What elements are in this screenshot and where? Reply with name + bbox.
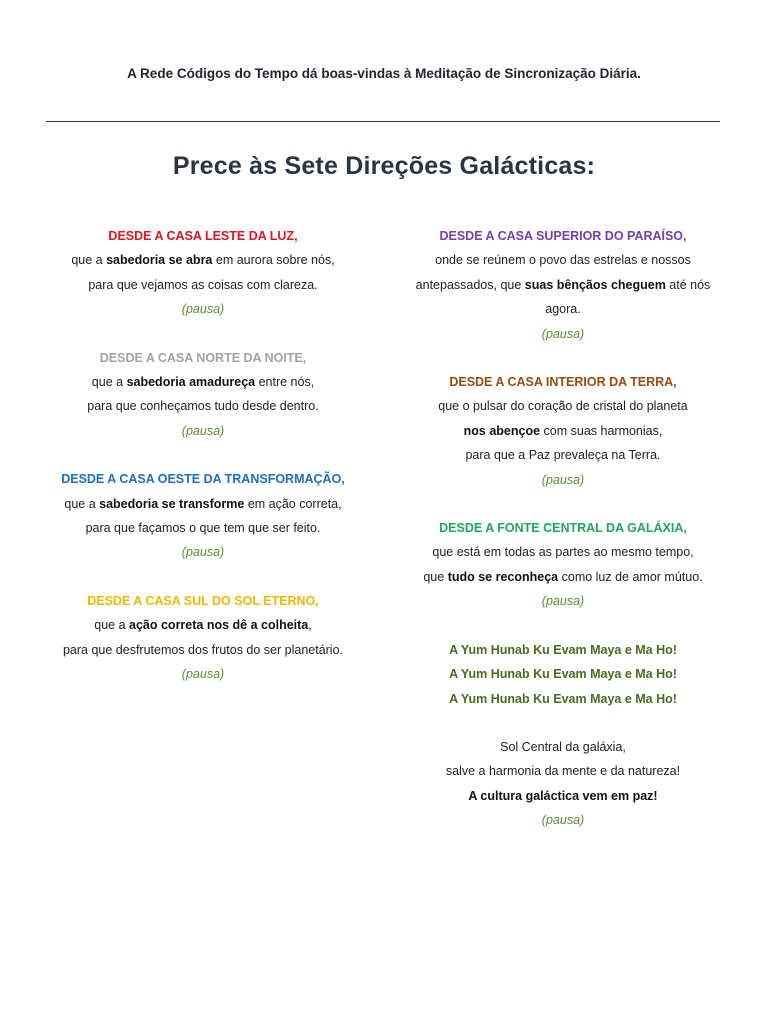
closing-line-3 — [383, 784, 743, 808]
text: que a — [91, 375, 127, 390]
emphasis: sabedoria amadureça — [126, 375, 256, 390]
mantra-line: A Yum Hunab Ku Evam Maya e Ma Ho! — [449, 691, 677, 706]
pause-label: (pausa) — [181, 423, 225, 438]
heading-center: DESDE A FONTE CENTRAL DA GALÁXIA, — [439, 521, 687, 536]
text: que — [423, 569, 448, 584]
text: com suas harmonias, — [540, 423, 663, 438]
prayer-above-line-3: agora. — [545, 302, 581, 317]
prayer-below-line-3: para que a Paz prevaleça na Terra. — [465, 448, 661, 463]
prayer-above — [383, 224, 743, 346]
prayer-below-line-2 — [383, 419, 743, 443]
heading-west: DESDE A CASA OESTE DA TRANSFORMAÇÃO, — [61, 472, 345, 487]
prayer-north-line-1 — [23, 370, 383, 394]
prayer-west — [23, 467, 383, 565]
heading-east: DESDE A CASA LESTE DA LUZ, — [108, 229, 298, 243]
emphasis: A cultura galáctica vem em paz! — [468, 788, 658, 803]
text: que a — [71, 253, 107, 268]
prayer-center — [383, 516, 743, 614]
pause-label: (pausa) — [181, 667, 225, 682]
divider — [46, 121, 720, 122]
emphasis: suas bênçãos cheguem — [524, 277, 666, 292]
text: como luz de amor mútuo. — [558, 569, 703, 584]
pause-label: (pausa) — [541, 326, 585, 341]
prayer-below-line-1: que o pulsar do coração de cristal do planeta — [438, 399, 688, 414]
text: em ação correta, — [244, 496, 342, 511]
mantra-block — [383, 638, 743, 711]
prayer-north-line-2: para que conheçamos tudo desde dentro. — [87, 399, 319, 414]
prayer-north — [23, 346, 383, 444]
emphasis: sabedoria se transforme — [99, 496, 245, 511]
text: em aurora sobre nós, — [212, 253, 335, 268]
emphasis: ação correta nos dê a colheita — [129, 618, 309, 633]
pause-label: (pausa) — [181, 545, 225, 560]
prayer-center-line-2 — [383, 565, 743, 589]
prayer-west-line-1 — [23, 492, 383, 516]
emphasis: sabedoria se abra — [106, 253, 213, 268]
text: que a — [94, 618, 130, 633]
pause-label: (pausa) — [541, 594, 585, 609]
intro-text: A Rede Códigos do Tempo dá boas-vindas à Meditação de Sincronização Diária. — [127, 66, 641, 81]
mantra-line: A Yum Hunab Ku Evam Maya e Ma Ho! — [449, 642, 677, 657]
emphasis: tudo se reconheça — [447, 569, 559, 584]
emphasis: nos abençoe — [463, 423, 541, 438]
page-title: Prece às Sete Direções Galácticas: — [172, 152, 596, 180]
prayer-below — [383, 370, 743, 492]
prayer-east-line-2: para que vejamos as coisas com clareza. — [88, 277, 318, 292]
prayer-south-line-2: para que desfrutemos dos frutos do ser planetário. — [62, 642, 344, 657]
prayer-south — [23, 589, 383, 687]
left-column — [23, 224, 383, 687]
prayer-south-line-1 — [23, 613, 383, 637]
text: , — [308, 618, 312, 633]
pause-label: (pausa) — [181, 302, 225, 317]
right-column — [383, 224, 743, 833]
prayer-center-line-1: que está em todas as partes ao mesmo tempo, — [432, 545, 694, 560]
text: até nós — [665, 277, 711, 292]
pause-label: (pausa) — [541, 813, 585, 828]
closing-block — [383, 735, 743, 833]
heading-above: DESDE A CASA SUPERIOR DO PARAÍSO, — [439, 229, 687, 243]
closing-line-1: Sol Central da galáxia, — [500, 739, 626, 754]
pause-label: (pausa) — [541, 472, 585, 487]
prayer-east — [23, 224, 383, 322]
prayer-east-line-1 — [23, 248, 383, 272]
prayer-west-line-2: para que façamos o que tem que ser feito. — [85, 521, 321, 536]
heading-below: DESDE A CASA INTERIOR DA TERRA, — [449, 375, 677, 390]
heading-north: DESDE A CASA NORTE DA NOITE, — [99, 350, 307, 365]
closing-line-2: salve a harmonia da mente e da natureza! — [445, 764, 681, 779]
heading-south: DESDE A CASA SUL DO SOL ETERNO, — [87, 593, 319, 608]
mantra-line: A Yum Hunab Ku Evam Maya e Ma Ho! — [449, 667, 677, 682]
text: que a — [64, 496, 100, 511]
text: entre nós, — [255, 375, 315, 390]
prayer-above-line-1: onde se reúnem o povo das estrelas e nossos — [435, 253, 691, 268]
prayer-above-line-2 — [383, 273, 743, 297]
text: antepassados, que — [415, 277, 525, 292]
